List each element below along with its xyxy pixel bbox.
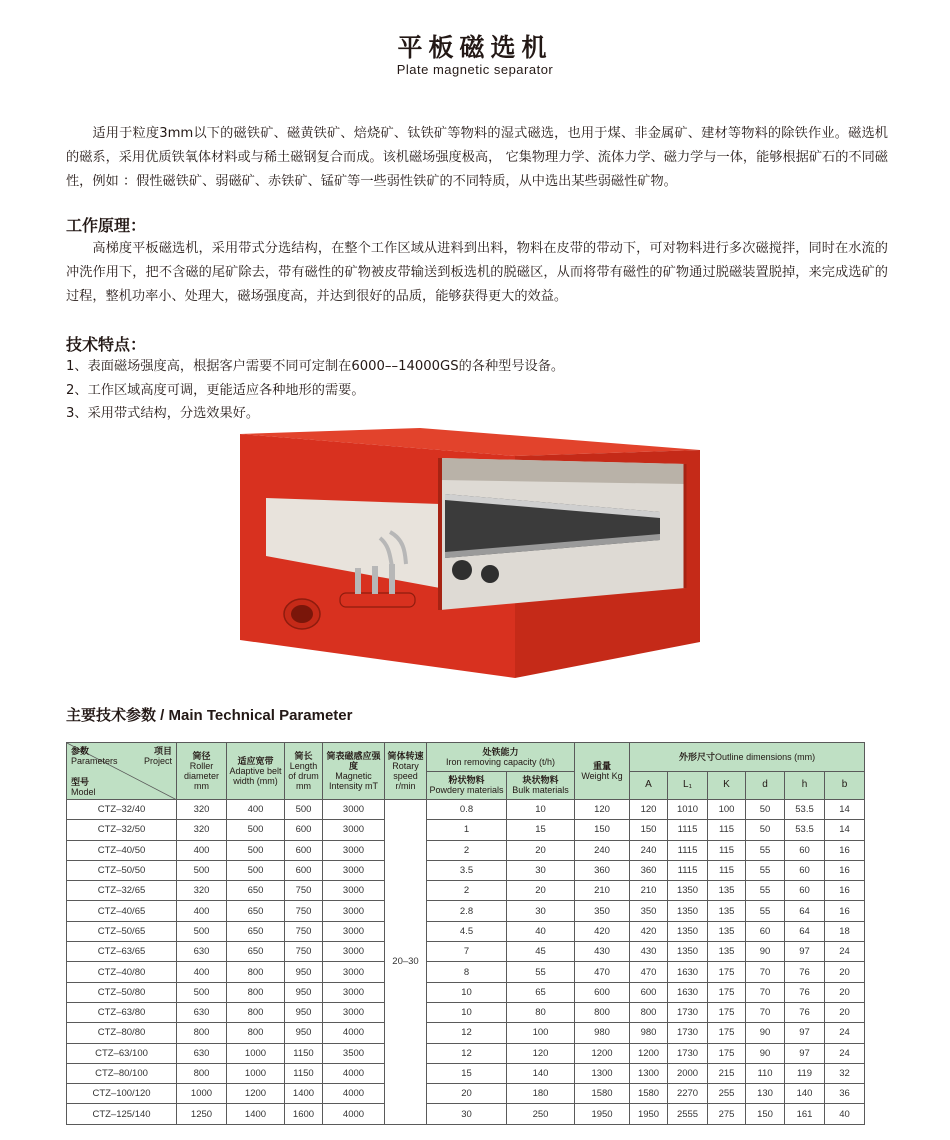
cell-d: 150 [746,1104,785,1124]
cell-k: 175 [708,962,746,982]
header-dim-L1: L₁ [668,771,708,800]
cell-weight: 120 [575,800,630,820]
cell-magnetic: 3000 [323,982,385,1002]
page-title: 平板磁选机 [397,33,553,62]
cell-roller: 1250 [177,1104,227,1124]
feature-item: 3、采用带式结构，分选效果好。 [66,406,260,421]
cell-weight: 980 [575,1023,630,1043]
cell-bulk: 250 [507,1104,575,1124]
cell-magnetic: 3000 [323,962,385,982]
cell-a: 980 [630,1023,668,1043]
cell-d: 70 [746,962,785,982]
cell-d: 90 [746,1023,785,1043]
cell-belt: 650 [227,881,285,901]
cell-h: 97 [785,942,825,962]
cell-l1: 1730 [668,1043,708,1063]
cell-powdery: 7 [427,942,507,962]
cell-bulk: 40 [507,921,575,941]
cell-bulk: 10 [507,800,575,820]
principle-paragraph: 高梯度平板磁选机，采用带式分选结构，在整个工作区域从进料到出料，物料在皮带的带动下，可对物料进行多次磁搅拌，同时在水流的冲洗作用下，把不含磁的尾矿除去，带有磁性的矿物被皮带输送到板选机的脱磁区，从而将带有磁性的矿物通过脱磁装置脱掉，来完成选矿的过程，整机功率小、处理大，磁场强度高，并达到很好的品质，能够获得更大的效益。 [66,241,888,304]
cell-b: 16 [825,860,865,880]
cell-a: 350 [630,901,668,921]
table-row [67,820,865,840]
cell-weight: 430 [575,942,630,962]
header-roller: 筒径 Roller diameter mm [177,743,227,800]
header-dim-K: K [708,771,746,800]
cell-roller: 800 [177,1023,227,1043]
cell-k: 275 [708,1104,746,1124]
cell-k: 135 [708,942,746,962]
cell-belt: 800 [227,962,285,982]
cell-l1: 1350 [668,881,708,901]
cell-powdery: 2 [427,881,507,901]
header-dim-A: A [630,771,668,800]
cell-magnetic: 4000 [323,1023,385,1043]
cell-model: CTZ–40/65 [67,901,177,921]
cell-weight: 600 [575,982,630,1002]
cell-speed: 20–30 [385,800,427,1125]
cell-bulk: 15 [507,820,575,840]
cell-belt: 800 [227,1002,285,1022]
cell-belt: 500 [227,860,285,880]
table-row [67,840,865,860]
cell-length: 750 [285,881,323,901]
cell-roller: 320 [177,800,227,820]
cell-bulk: 65 [507,982,575,1002]
param-cn: 参数 [71,746,90,756]
cell-length: 1150 [285,1063,323,1083]
cell-model: CTZ–32/50 [67,820,177,840]
cell-h: 53.5 [785,800,825,820]
header-dim-d: d [746,771,785,800]
manifold-pipe [340,593,415,607]
header-bulk: 块状物料 Bulk materials [507,771,575,800]
cell-magnetic: 3000 [323,901,385,921]
cell-h: 161 [785,1104,825,1124]
project-en: Project [143,756,172,766]
cell-h: 53.5 [785,820,825,840]
cell-b: 16 [825,840,865,860]
cell-length: 600 [285,840,323,860]
cell-powdery: 15 [427,1063,507,1083]
cell-length: 750 [285,942,323,962]
cell-weight: 1580 [575,1084,630,1104]
cell-a: 1300 [630,1063,668,1083]
cell-h: 60 [785,860,825,880]
cell-k: 115 [708,860,746,880]
cell-l1: 1350 [668,942,708,962]
roller-wheel [481,565,499,583]
cell-length: 950 [285,982,323,1002]
cell-model: CTZ–32/65 [67,881,177,901]
cell-a: 150 [630,820,668,840]
cell-powdery: 0.8 [427,800,507,820]
cell-roller: 800 [177,1063,227,1083]
cell-k: 175 [708,1023,746,1043]
param-en: Parameters [71,756,118,766]
cell-l1: 1730 [668,1023,708,1043]
cell-h: 76 [785,962,825,982]
cell-k: 115 [708,820,746,840]
cell-weight: 470 [575,962,630,982]
machine-illustration [240,428,700,678]
cell-l1: 2000 [668,1063,708,1083]
cell-model: CTZ–40/50 [67,840,177,860]
cell-powdery: 12 [427,1043,507,1063]
cell-k: 115 [708,840,746,860]
cell-b: 18 [825,921,865,941]
cell-b: 24 [825,1023,865,1043]
cell-a: 600 [630,982,668,1002]
cell-l1: 1115 [668,860,708,880]
cell-roller: 320 [177,881,227,901]
cell-belt: 400 [227,800,285,820]
table-row [67,800,865,820]
cell-powdery: 12 [427,1023,507,1043]
cell-a: 1580 [630,1084,668,1104]
cell-belt: 800 [227,982,285,1002]
cell-b: 40 [825,1104,865,1124]
cell-length: 950 [285,1023,323,1043]
cell-k: 135 [708,881,746,901]
cell-length: 600 [285,820,323,840]
header-magnetic: 筒表磁感应强度 Magnetic Intensity mT [323,743,385,800]
cell-b: 16 [825,901,865,921]
cell-weight: 150 [575,820,630,840]
cell-roller: 320 [177,820,227,840]
cell-roller: 400 [177,962,227,982]
cell-roller: 500 [177,860,227,880]
header-speed: 筒体转速 Rotary speed r/min [385,743,427,800]
cell-bulk: 140 [507,1063,575,1083]
cell-roller: 500 [177,921,227,941]
table-row [67,1002,865,1022]
cell-model: CTZ–80/100 [67,1063,177,1083]
header-weight: 重量 Weight Kg [575,743,630,800]
cell-l1: 1730 [668,1002,708,1022]
spec-table-body [67,800,865,1125]
model-en: Model [71,787,96,797]
page-subtitle: Plate magnetic separator [396,62,554,77]
cell-k: 255 [708,1084,746,1104]
cell-belt: 1000 [227,1043,285,1063]
cell-magnetic: 3000 [323,881,385,901]
cell-model: CTZ–63/65 [67,942,177,962]
cell-length: 1150 [285,1043,323,1063]
cell-roller: 400 [177,840,227,860]
cell-belt: 650 [227,942,285,962]
cell-l1: 1630 [668,982,708,1002]
header-dim-b: b [825,771,865,800]
cell-l1: 1115 [668,840,708,860]
cell-magnetic: 3000 [323,820,385,840]
cell-a: 800 [630,1002,668,1022]
feature-item: 1、表面磁场强度高，根据客户需要不同可定制在6000––14000GS的各种型号设备。 [66,359,565,374]
cell-length: 950 [285,1002,323,1022]
cell-powdery: 20 [427,1084,507,1104]
cell-h: 60 [785,840,825,860]
cell-bulk: 30 [507,860,575,880]
cell-belt: 650 [227,921,285,941]
cell-powdery: 3.5 [427,860,507,880]
table-row [67,942,865,962]
cell-weight: 350 [575,901,630,921]
cell-roller: 630 [177,1043,227,1063]
cell-b: 14 [825,820,865,840]
cell-d: 55 [746,840,785,860]
cell-weight: 1200 [575,1043,630,1063]
cell-belt: 500 [227,840,285,860]
cell-belt: 1400 [227,1104,285,1124]
cell-magnetic: 3000 [323,942,385,962]
cell-d: 110 [746,1063,785,1083]
cell-belt: 500 [227,820,285,840]
cell-l1: 2555 [668,1104,708,1124]
cell-h: 140 [785,1084,825,1104]
cell-a: 360 [630,860,668,880]
cell-b: 20 [825,962,865,982]
table-row [67,1043,865,1063]
cell-roller: 630 [177,942,227,962]
cell-belt: 800 [227,1023,285,1043]
table-row [67,1063,865,1083]
cell-d: 60 [746,921,785,941]
cell-weight: 1300 [575,1063,630,1083]
cell-powdery: 2 [427,840,507,860]
cell-magnetic: 3000 [323,800,385,820]
cell-model: CTZ–125/140 [67,1104,177,1124]
cell-powdery: 8 [427,962,507,982]
cell-roller: 500 [177,982,227,1002]
spec-table [66,742,865,1125]
cell-d: 70 [746,982,785,1002]
cell-h: 97 [785,1043,825,1063]
cell-d: 50 [746,820,785,840]
cell-a: 1200 [630,1043,668,1063]
cell-bulk: 20 [507,840,575,860]
cell-h: 64 [785,921,825,941]
cell-a: 120 [630,800,668,820]
cell-weight: 360 [575,860,630,880]
header-powdery: 粉状物料 Powdery materials [427,771,507,800]
cell-powdery: 2.8 [427,901,507,921]
cell-bulk: 20 [507,881,575,901]
cell-belt: 1000 [227,1063,285,1083]
cell-model: CTZ–40/80 [67,962,177,982]
table-row [67,901,865,921]
table-row [67,962,865,982]
cell-belt: 650 [227,901,285,921]
table-row [67,860,865,880]
header-belt: 适应宽带 Adaptive belt width (mm) [227,743,285,800]
cell-length: 750 [285,901,323,921]
table-row [67,1104,865,1124]
cell-l1: 1630 [668,962,708,982]
cell-b: 20 [825,1002,865,1022]
cell-l1: 1115 [668,820,708,840]
cell-k: 175 [708,1043,746,1063]
cell-bulk: 180 [507,1084,575,1104]
cell-d: 90 [746,1043,785,1063]
cell-model: CTZ–50/65 [67,921,177,941]
cell-length: 950 [285,962,323,982]
cell-h: 64 [785,901,825,921]
header-dim-h: h [785,771,825,800]
feature-item: 2、工作区域高度可调，更能适应各种地形的需要。 [66,383,365,398]
table-title: 主要技术参数 / Main Technical Parameter [66,707,353,724]
cell-k: 215 [708,1063,746,1083]
cell-magnetic: 4000 [323,1063,385,1083]
cell-powdery: 10 [427,1002,507,1022]
cell-magnetic: 3000 [323,860,385,880]
cell-b: 20 [825,982,865,1002]
roller-wheel [452,560,472,580]
cell-h: 76 [785,982,825,1002]
cell-b: 24 [825,1043,865,1063]
cell-powdery: 30 [427,1104,507,1124]
cell-length: 1400 [285,1084,323,1104]
cell-d: 130 [746,1084,785,1104]
cell-a: 430 [630,942,668,962]
cell-weight: 800 [575,1002,630,1022]
cell-b: 14 [825,800,865,820]
cell-roller: 1000 [177,1084,227,1104]
cell-roller: 630 [177,1002,227,1022]
cell-a: 1950 [630,1104,668,1124]
cell-length: 600 [285,860,323,880]
cell-belt: 1200 [227,1084,285,1104]
cell-h: 97 [785,1023,825,1043]
table-row [67,1023,865,1043]
cell-bulk: 55 [507,962,575,982]
cell-weight: 420 [575,921,630,941]
cell-bulk: 120 [507,1043,575,1063]
cell-magnetic: 3000 [323,840,385,860]
cell-bulk: 30 [507,901,575,921]
cell-d: 55 [746,860,785,880]
cell-length: 750 [285,921,323,941]
cell-roller: 400 [177,901,227,921]
cell-weight: 1950 [575,1104,630,1124]
table-row [67,982,865,1002]
header-length: 筒长 Length of drum mm [285,743,323,800]
cell-h: 76 [785,1002,825,1022]
cell-d: 70 [746,1002,785,1022]
cell-powdery: 4.5 [427,921,507,941]
cell-model: CTZ–32/40 [67,800,177,820]
cell-model: CTZ–80/80 [67,1023,177,1043]
table-row [67,881,865,901]
model-cn: 型号 [71,777,90,787]
principle-heading: 工作原理： [66,216,147,235]
cell-a: 420 [630,921,668,941]
cell-bulk: 45 [507,942,575,962]
cell-a: 240 [630,840,668,860]
cell-b: 32 [825,1063,865,1083]
cell-weight: 210 [575,881,630,901]
cell-magnetic: 3500 [323,1043,385,1063]
header-capacity: 处铁能力 Iron removing capacity (t/h) [427,743,575,772]
intro-paragraph: 适用于粒度3mm以下的磁铁矿、磁黄铁矿、焙烧矿、钛铁矿等物料的湿式磁选，也用于煤、非金属矿、建材等物料的除铁作业。磁选机的磁系，采用优质铁氧体材料或与稀土磁钢复合而成。该机磁场强度极高， 它集物理力学、流体力学、磁力学与一体，能够根据矿石的不同磁性，例如 ：假性磁铁矿、弱磁矿、赤铁矿、锰矿等一些弱性铁矿的不同特质，从中选出某些弱磁性矿物。 [66,126,888,189]
cell-model: CTZ–63/100 [67,1043,177,1063]
cell-a: 470 [630,962,668,982]
cell-l1: 1010 [668,800,708,820]
cell-l1: 1350 [668,921,708,941]
cell-magnetic: 3000 [323,1002,385,1022]
cell-powdery: 10 [427,982,507,1002]
cell-bulk: 80 [507,1002,575,1022]
cell-powdery: 1 [427,820,507,840]
cell-magnetic: 4000 [323,1084,385,1104]
features-heading: 技术特点： [66,335,147,354]
cell-b: 16 [825,881,865,901]
cell-k: 135 [708,901,746,921]
cell-l1: 2270 [668,1084,708,1104]
cell-model: CTZ–63/80 [67,1002,177,1022]
cell-weight: 240 [575,840,630,860]
table-row [67,921,865,941]
cell-k: 135 [708,921,746,941]
cell-h: 60 [785,881,825,901]
cell-bulk: 100 [507,1023,575,1043]
header-outline: 外形尺寸Outline dimensions (mm) [630,743,865,772]
table-row [67,1084,865,1104]
cell-d: 55 [746,901,785,921]
cell-length: 1600 [285,1104,323,1124]
cell-magnetic: 3000 [323,921,385,941]
cell-d: 90 [746,942,785,962]
cell-d: 55 [746,881,785,901]
cell-model: CTZ–50/50 [67,860,177,880]
cell-h: 119 [785,1063,825,1083]
cell-model: CTZ–50/80 [67,982,177,1002]
cell-d: 50 [746,800,785,820]
cell-model: CTZ–100/120 [67,1084,177,1104]
project-cn: 项目 [153,746,172,756]
cell-k: 175 [708,982,746,1002]
cell-l1: 1350 [668,901,708,921]
header-diagonal-cell [67,743,177,800]
cell-b: 36 [825,1084,865,1104]
cell-k: 175 [708,1002,746,1022]
cell-b: 24 [825,942,865,962]
cell-k: 100 [708,800,746,820]
cell-magnetic: 4000 [323,1104,385,1124]
cell-length: 500 [285,800,323,820]
cell-a: 210 [630,881,668,901]
